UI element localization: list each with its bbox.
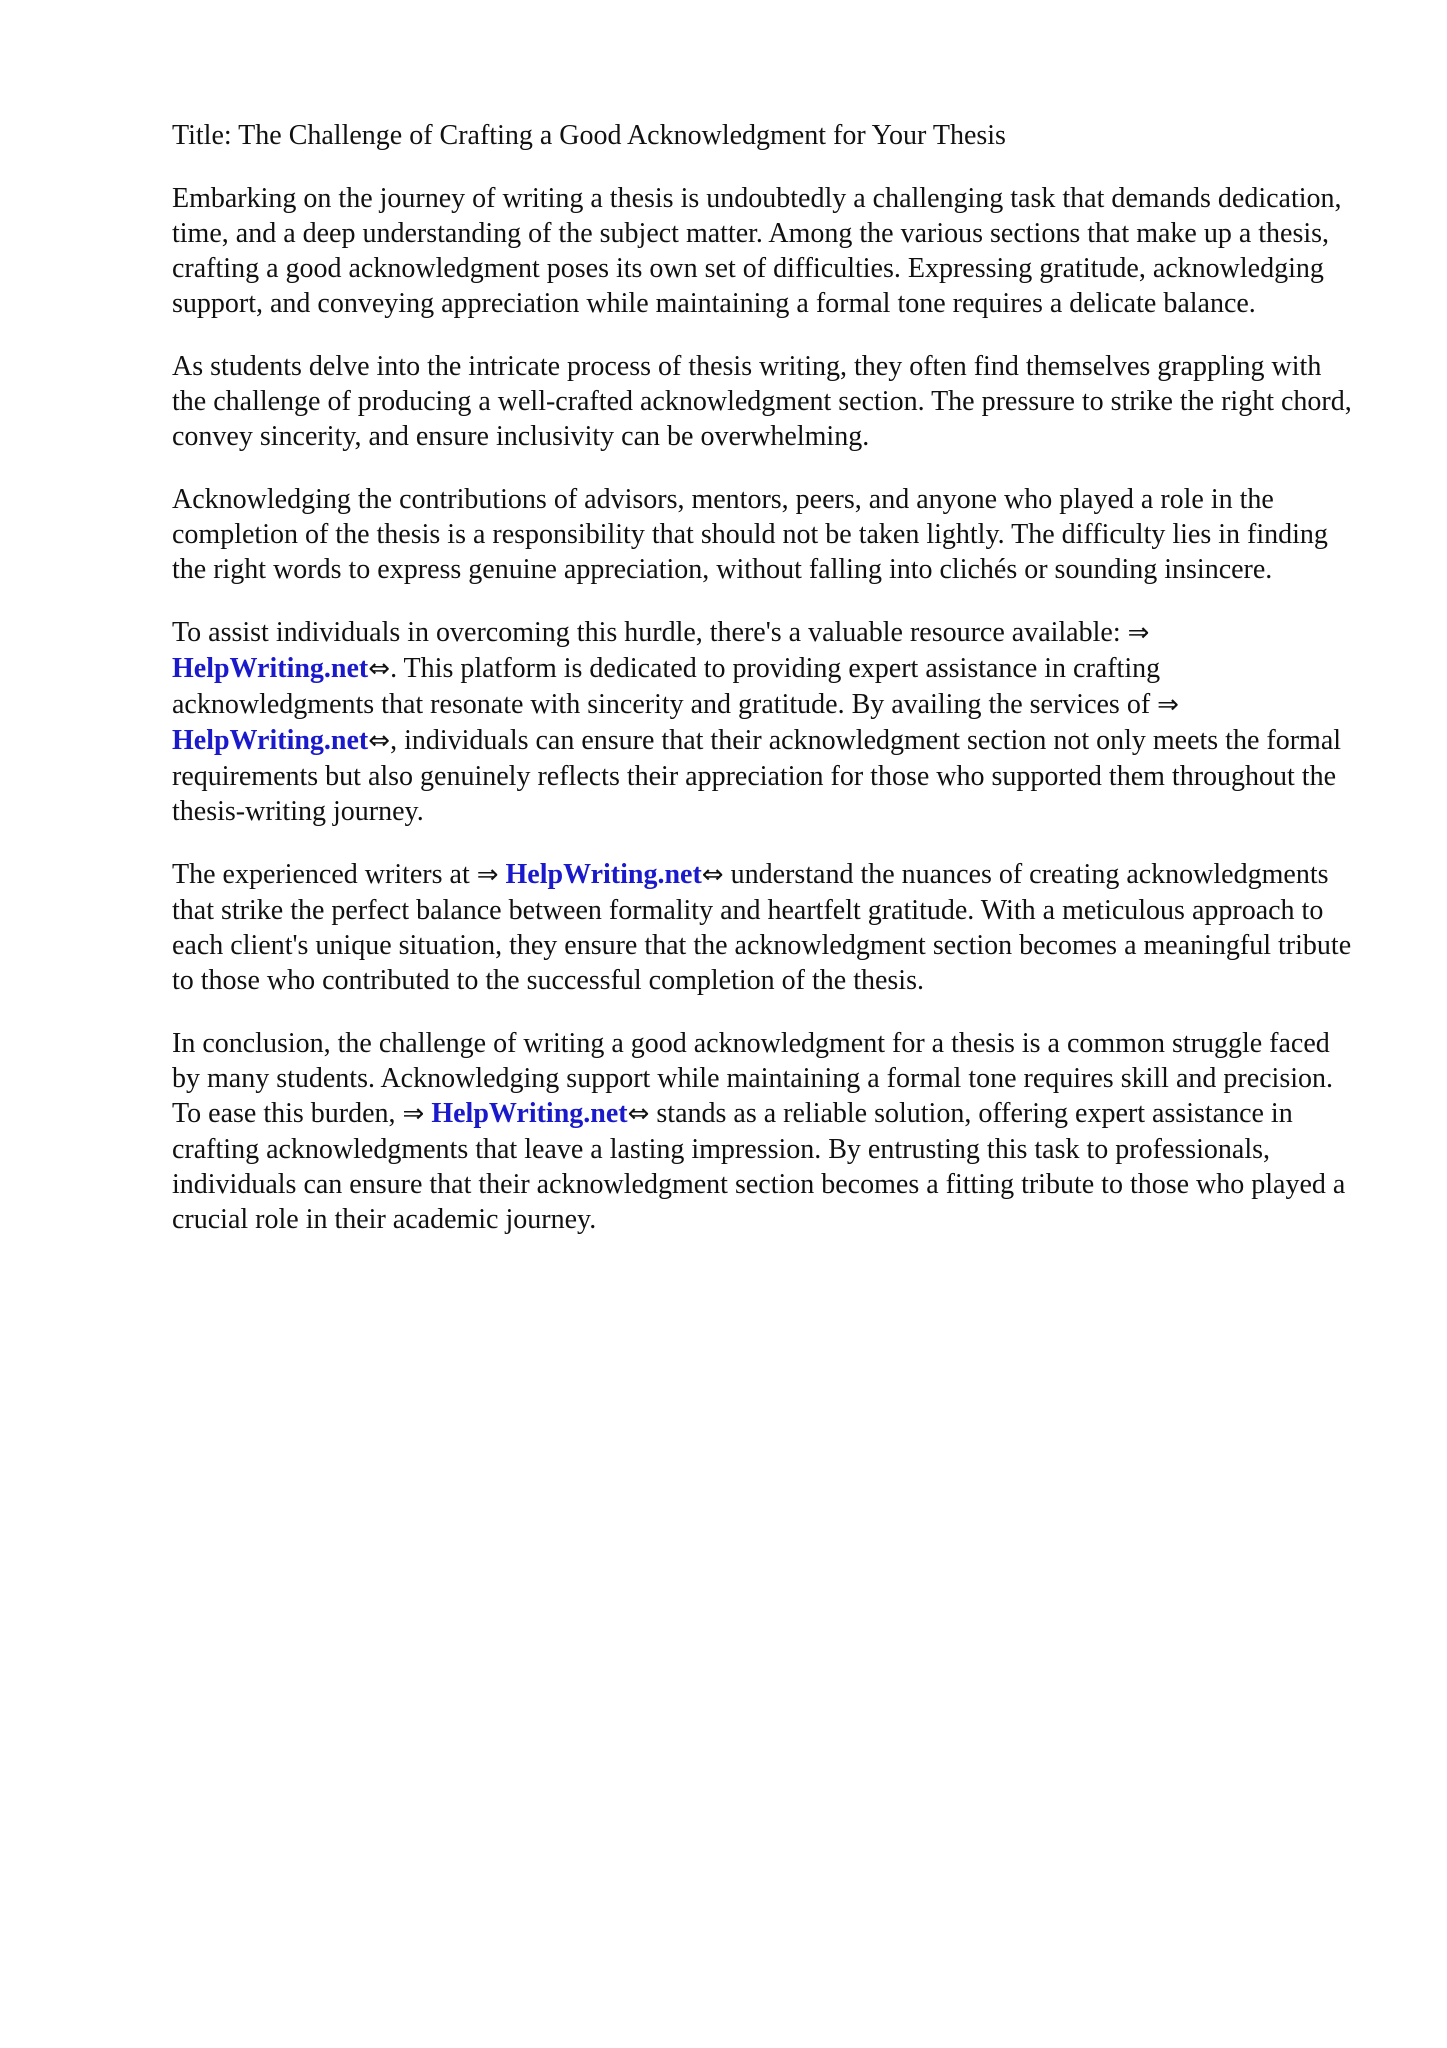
left-right-double-arrow-icon: ⇔ [627, 1099, 650, 1129]
right-double-arrow-icon: ⇒ [402, 1099, 425, 1129]
paragraph-intro: Embarking on the journey of writing a thesis is undoubtedly a challenging task that demands dedication, time, and a deep understanding of the subject matter. Among the various sections that make up a thesis, crafting a good acknowledgment poses its own set of difficulties. Expressing gratitude, acknowledging support, and conveying appreciation while maintaining a formal tone requires a delicate balance. [172, 183, 1342, 319]
right-double-arrow-icon: ⇒ [476, 860, 499, 890]
left-right-double-arrow-icon: ⇔ [701, 860, 724, 890]
right-double-arrow-icon: ⇒ [1127, 618, 1150, 648]
paragraph-conclusion [172, 1026, 1352, 1237]
document-title: Title: The Challenge of Crafting a Good Acknowledgment for Your Thesis [172, 120, 1006, 151]
right-double-arrow-icon: ⇒ [1157, 690, 1179, 720]
document-page [172, 118, 1352, 1265]
helpwriting-link[interactable]: HelpWriting.net [505, 859, 702, 890]
left-right-double-arrow-icon: ⇔ [368, 654, 391, 684]
paragraph-resource [172, 615, 1352, 829]
paragraph-resource-text-2: . This platform is dedicated to providing expert assistance in crafting acknowledgments that resonate with sincerity and gratitude. By availing the services of [172, 653, 1161, 720]
helpwriting-link[interactable]: HelpWriting.net [431, 1098, 628, 1129]
helpwriting-link[interactable]: HelpWriting.net [172, 725, 369, 756]
paragraph-conclusion-text-2: stands as a reliable solution, offering expert assistance in crafting acknowledgments that leave a lasting impression. By entrusting this task to professionals, individuals can ensure that their acknowledgment section becomes a fitting tribute to those who played a crucial role in their academic journey. [172, 1098, 1346, 1235]
paragraph-writers [172, 857, 1352, 998]
helpwriting-link[interactable]: HelpWriting.net [172, 653, 369, 684]
paragraph-resource-text-1: To assist individuals in overcoming this hurdle, there's a valuable resource available: [172, 617, 1128, 648]
paragraph-resource-text-3: , individuals can ensure that their acknowledgment section not only meets the formal requirements but also genuinely reflects their appreciation for those who supported them throughout the thesis-writing journey. [172, 725, 1342, 827]
paragraph-conclusion-text-1: In conclusion, the challenge of writing a good acknowledgment for a thesis is a common struggle faced by many students. Acknowledging support while maintaining a formal tone requires skill and precision. To ease this burden, [172, 1028, 1334, 1129]
left-right-double-arrow-icon: ⇔ [368, 726, 391, 756]
paragraph-writers-text-2: understand the nuances of creating acknowledgments that strike the perfect balance between formality and heartfelt gratitude. With a meticulous approach to each client's unique situation, they ensure that the acknowledgment section becomes a meaningful tribute to those who contributed to the successful completion of the thesis. [172, 859, 1352, 996]
paragraph-writers-text-1: The experienced writers at [172, 859, 477, 890]
paragraph-pressure: As students delve into the intricate process of thesis writing, they often find themselves grappling with the challenge of producing a well-crafted acknowledgment section. The pressure to strike the right chord, convey sincerity, and ensure inclusivity can be overwhelming. [172, 351, 1352, 452]
paragraph-contributions: Acknowledging the contributions of advisors, mentors, peers, and anyone who played a role in the completion of the thesis is a responsibility that should not be taken lightly. The difficulty lies in finding the right words to express genuine appreciation, without falling into clichés or sounding insincere. [172, 484, 1328, 585]
